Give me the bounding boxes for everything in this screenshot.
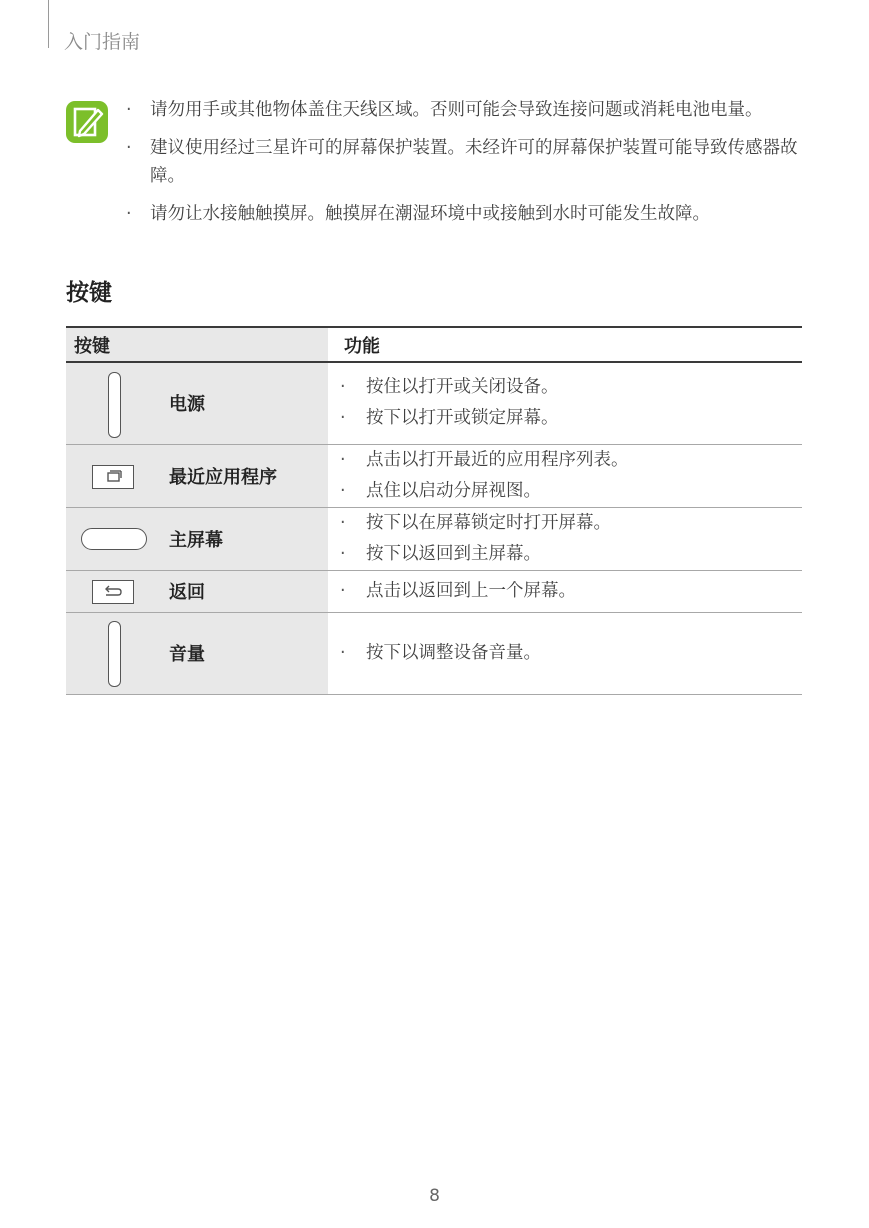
key-cell: [66, 612, 328, 694]
function-cell: [328, 444, 802, 507]
function-item: · 按下以调整设备音量。: [340, 642, 541, 663]
power-key-icon: [66, 363, 162, 444]
function-cell: [328, 362, 802, 444]
header-divider: [48, 0, 49, 48]
note-item: · 建议使用经过三星许可的屏幕保护装置。未经许可的屏幕保护装置可能导致传感器故障。: [126, 138, 798, 186]
function-item: · 点住以启动分屏视图。: [340, 480, 541, 501]
key-cell: [66, 362, 328, 444]
table-header-row: [66, 327, 802, 362]
back-key-icon: [66, 571, 162, 612]
table-row: [66, 362, 802, 444]
function-cell: [328, 507, 802, 570]
table-row: [66, 612, 802, 694]
key-cell: [66, 507, 328, 570]
home-key-icon: [66, 508, 162, 570]
function-item: · 按住以打开或关闭设备。: [340, 377, 559, 398]
note-item: · 请勿让水接触触摸屏。触摸屏在潮湿环境中或接触到水时可能发生故障。: [126, 204, 710, 224]
table-row: [66, 507, 802, 570]
function-item: · 按下以在屏幕锁定时打开屏幕。: [340, 512, 611, 533]
key-name: 主屏幕: [169, 529, 223, 551]
key-name: 返回: [169, 582, 205, 603]
key-name: 最近应用程序: [169, 466, 277, 488]
key-name: 音量: [169, 644, 205, 665]
page-number: 8: [429, 1186, 440, 1206]
function-item: · 点击以返回到上一个屏幕。: [340, 580, 576, 601]
key-column-header: 按键: [66, 327, 328, 362]
function-column-header: 功能: [328, 327, 802, 362]
function-item: · 按下以打开或锁定屏幕。: [340, 408, 559, 429]
section-title: 按键: [66, 280, 112, 306]
function-item: · 按下以返回到主屏幕。: [340, 543, 541, 564]
keys-table: [66, 326, 802, 695]
table-row: [66, 570, 802, 612]
note-list: [126, 96, 816, 238]
function-cell: [328, 570, 802, 612]
table-row: [66, 444, 802, 507]
key-cell: [66, 444, 328, 507]
recent-apps-key-icon: [66, 445, 162, 507]
key-cell: [66, 570, 328, 612]
function-cell: [328, 612, 802, 694]
function-item: · 点击以打开最近的应用程序列表。: [340, 449, 629, 470]
note-pencil-icon: [66, 101, 108, 143]
note-item: · 请勿用手或其他物体盖住天线区域。否则可能会导致连接问题或消耗电池电量。: [126, 100, 763, 120]
key-name: 电源: [169, 394, 205, 416]
page-header-title: 入门指南: [64, 31, 141, 53]
volume-key-icon: [66, 613, 162, 694]
